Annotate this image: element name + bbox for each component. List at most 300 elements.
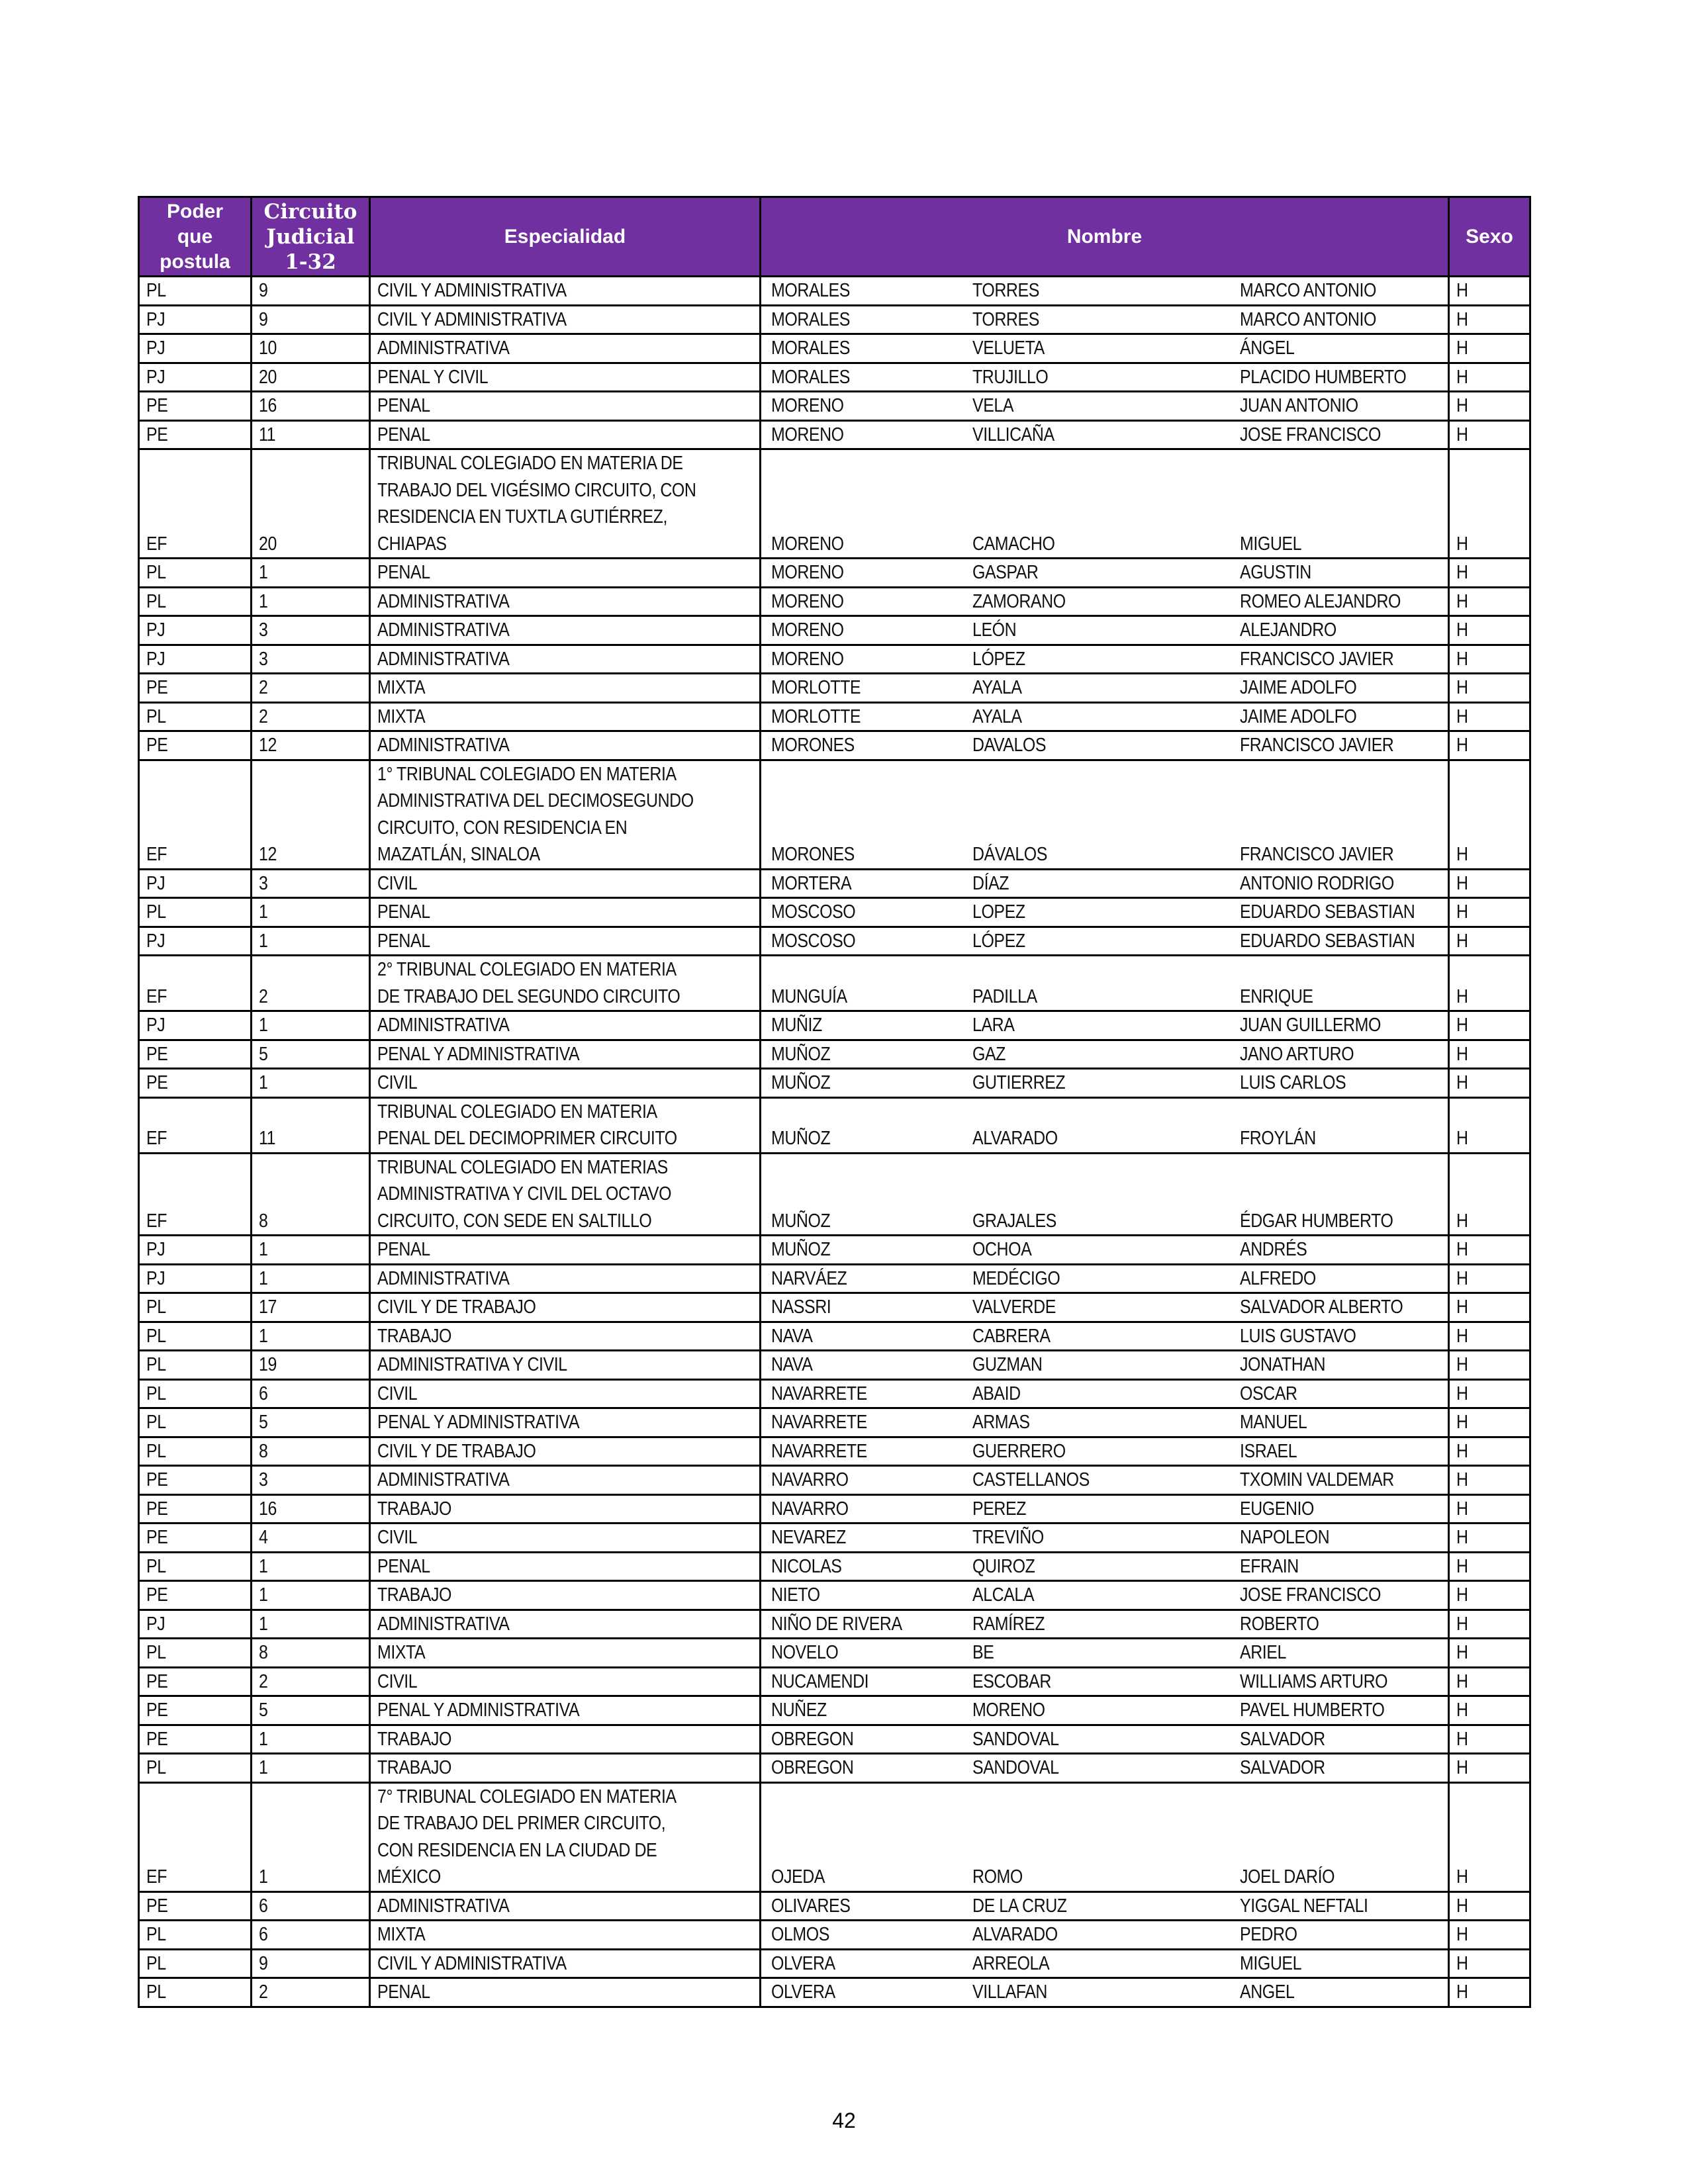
especialidad-line-text: CIVIL Y DE TRABAJO (377, 1297, 536, 1318)
cell-circuito-text: 12 (259, 735, 277, 756)
nombres-text: EUGENIO (1240, 1498, 1315, 1520)
nombres (1240, 364, 1448, 391)
table-row (139, 702, 1530, 731)
cell-poder (139, 449, 252, 559)
cell-poder-text: PL (146, 280, 166, 301)
cell-circuito-text: 1 (259, 1072, 268, 1093)
cell-sexo (1449, 363, 1530, 392)
cell-sexo-text: H (1456, 1354, 1468, 1375)
nombres (1240, 1979, 1448, 2006)
especialidad-line (377, 306, 759, 334)
cell-poder-text: PE (146, 1043, 168, 1065)
segundo-apellido (972, 1611, 1240, 1638)
primer-apellido-text: MORENO (771, 619, 844, 641)
cell-poder (139, 420, 252, 449)
especialidad-line-text: PENAL Y ADMINISTRATIVA (377, 1412, 580, 1433)
primer-apellido (761, 1236, 972, 1263)
segundo-apellido-text: QUIROZ (972, 1555, 1035, 1577)
segundo-apellido-text: GUTIERREZ (972, 1072, 1066, 1093)
especialidad-line-text: CHIAPAS (377, 533, 447, 555)
cell-sexo (1449, 587, 1530, 616)
cell-poder-text: PL (146, 590, 166, 612)
cell-circuito (252, 1552, 370, 1581)
table-row (139, 1040, 1530, 1069)
cell-circuito (252, 1891, 370, 1921)
segundo-apellido (972, 335, 1240, 362)
nombres-text: TXOMIN VALDEMAR (1240, 1469, 1394, 1490)
segundo-apellido (972, 364, 1240, 391)
cell-especialidad (370, 1408, 761, 1437)
nombres-text: ROMEO ALEJANDRO (1240, 590, 1401, 612)
cell-sexo-text: H (1456, 1952, 1468, 1974)
primer-apellido-text: OBREGON (771, 1757, 854, 1778)
cell-sexo (1449, 898, 1530, 927)
cell-circuito-text: 1 (259, 1728, 268, 1750)
cell-poder-text: PL (146, 1757, 166, 1778)
table-row (139, 1494, 1530, 1524)
nombre-parts (761, 1668, 1448, 1696)
cell-especialidad (370, 645, 761, 674)
cell-sexo (1449, 1696, 1530, 1725)
cell-nombre (761, 1949, 1449, 1978)
primer-apellido-text: NAVARRETE (771, 1412, 867, 1433)
cell-nombre (761, 1524, 1449, 1553)
especialidad-line (377, 1784, 759, 1811)
segundo-apellido-text: RAMÍREZ (972, 1613, 1045, 1635)
especialidad-line-text: ADMINISTRATIVA (377, 338, 510, 359)
cell-sexo-text: H (1456, 619, 1468, 641)
especialidad-line-text: ADMINISTRATIVA Y CIVIL DEL OCTAVO (377, 1183, 672, 1205)
cell-sexo-text: H (1456, 1210, 1468, 1232)
cell-sexo-text: H (1456, 562, 1468, 583)
primer-apellido-text: NICOLAS (771, 1555, 842, 1577)
segundo-apellido-text: TRUJILLO (972, 366, 1049, 388)
cell-nombre (761, 1264, 1449, 1293)
cell-especialidad (370, 898, 761, 927)
cell-sexo (1449, 1437, 1530, 1466)
cell-sexo (1449, 1639, 1530, 1668)
nombres-text: ROBERTO (1240, 1613, 1319, 1635)
table-row (139, 1236, 1530, 1265)
table-row (139, 645, 1530, 674)
nombre-parts (761, 1467, 1448, 1494)
table-row (139, 1069, 1530, 1098)
nombres (1240, 1236, 1448, 1263)
cell-especialidad (370, 702, 761, 731)
segundo-apellido (972, 392, 1240, 420)
table-row (139, 674, 1530, 703)
cell-poder-text: PL (146, 1354, 166, 1375)
cell-circuito (252, 1466, 370, 1495)
cell-sexo (1449, 1725, 1530, 1754)
nombres-text: PAVEL HUMBERTO (1240, 1700, 1385, 1721)
nombres-text: EFRAIN (1240, 1555, 1299, 1577)
primer-apellido (761, 1012, 972, 1039)
nombre-parts (761, 1611, 1448, 1638)
especialidad-line-text: ADMINISTRATIVA (377, 1469, 510, 1490)
nombres-text: LUIS GUSTAVO (1240, 1325, 1356, 1347)
cell-sexo-text: H (1456, 1584, 1468, 1606)
especialidad-line (377, 704, 759, 731)
segundo-apellido-text: GRAJALES (972, 1210, 1056, 1232)
especialidad-line-text: PENAL (377, 424, 430, 445)
primer-apellido-text: MORALES (771, 280, 850, 301)
nombres-text: ALEJANDRO (1240, 619, 1336, 641)
primer-apellido (761, 1265, 972, 1293)
nombres-text: EDUARDO SEBASTIAN (1240, 930, 1415, 952)
cell-especialidad (370, 1949, 761, 1978)
especialidad-line-text: CON RESIDENCIA EN LA CIUDAD DE (377, 1839, 657, 1861)
cell-sexo-text: H (1456, 677, 1468, 698)
especialidad-line (377, 531, 759, 558)
cell-poder-text: PL (146, 1325, 166, 1347)
cell-poder (139, 1782, 252, 1891)
cell-sexo (1449, 305, 1530, 334)
table-row (139, 1754, 1530, 1783)
nombre-parts (761, 1639, 1448, 1666)
primer-apellido-text: OLVERA (771, 1981, 835, 2003)
segundo-apellido-text: BE (972, 1642, 994, 1663)
cell-especialidad (370, 956, 761, 1011)
especialidad-line-text: TRIBUNAL COLEGIADO EN MATERIAS (377, 1156, 668, 1178)
cell-nombre (761, 1581, 1449, 1610)
cell-poder (139, 1891, 252, 1921)
cell-circuito-text: 1 (259, 1757, 268, 1778)
nombres-text: ANGEL (1240, 1981, 1295, 2003)
cell-sexo-text: H (1456, 366, 1468, 388)
header-circuito-line: 1-32 (285, 250, 336, 274)
segundo-apellido-text: VILLICAÑA (972, 424, 1055, 445)
cell-especialidad (370, 731, 761, 760)
nombres-text: JUAN ANTONIO (1240, 395, 1358, 416)
cell-circuito-text: 1 (259, 1015, 268, 1036)
cell-circuito (252, 1610, 370, 1639)
segundo-apellido-text: ALCALA (972, 1584, 1035, 1606)
primer-apellido (761, 559, 972, 586)
nombres-text: SALVADOR (1240, 1728, 1325, 1750)
cell-circuito (252, 1921, 370, 1950)
cell-circuito (252, 559, 370, 588)
primer-apellido (761, 617, 972, 644)
especialidad-line (377, 422, 759, 449)
nombres (1240, 1668, 1448, 1696)
cell-especialidad (370, 760, 761, 869)
cell-circuito (252, 1322, 370, 1351)
table-row (139, 1293, 1530, 1322)
nombres (1240, 1893, 1448, 1920)
especialidad-line-text: DE TRABAJO DEL SEGUNDO CIRCUITO (377, 985, 680, 1007)
cell-poder-text: PJ (146, 1239, 165, 1260)
cell-sexo-text: H (1456, 1043, 1468, 1065)
especialidad-line-text: PENAL Y ADMINISTRATIVA (377, 1700, 580, 1721)
primer-apellido (761, 1582, 972, 1609)
nombre-parts (761, 392, 1448, 420)
especialidad-line (377, 1810, 759, 1837)
primer-apellido (761, 1351, 972, 1379)
cell-sexo (1449, 277, 1530, 306)
segundo-apellido-text: GASPAR (972, 562, 1039, 583)
especialidad-line-text: MIXTA (377, 1642, 426, 1663)
cell-nombre (761, 1754, 1449, 1783)
cell-sexo (1449, 674, 1530, 703)
cell-circuito (252, 1097, 370, 1153)
nombres-text: MIGUEL (1240, 1952, 1302, 1974)
cell-sexo (1449, 559, 1530, 588)
segundo-apellido-text: MEDÉCIGO (972, 1267, 1060, 1289)
cell-especialidad (370, 1040, 761, 1069)
nombres-text: OSCAR (1240, 1383, 1297, 1404)
cell-poder-text: PE (146, 1072, 168, 1093)
table-row (139, 1610, 1530, 1639)
cell-sexo (1449, 1293, 1530, 1322)
segundo-apellido (972, 841, 1240, 868)
page-number: 42 (832, 2109, 856, 2132)
especialidad-line (377, 1467, 759, 1494)
especialidad-line-text: TRABAJO (377, 1498, 452, 1520)
nombres-text: JOSE FRANCISCO (1240, 1584, 1381, 1606)
primer-apellido-text: OBREGON (771, 1728, 854, 1750)
cell-poder (139, 392, 252, 421)
especialidad-line-text: ADMINISTRATIVA (377, 735, 510, 756)
primer-apellido-text: MORENO (771, 562, 844, 583)
primer-apellido-text: MUÑOZ (771, 1210, 831, 1232)
nombre-parts (761, 1381, 1448, 1408)
cell-circuito (252, 1408, 370, 1437)
cell-poder (139, 1351, 252, 1380)
cell-poder-text: PE (146, 1700, 168, 1721)
cell-nombre (761, 1097, 1449, 1153)
nombres (1240, 841, 1448, 868)
nombre-parts (761, 732, 1448, 759)
segundo-apellido-text: MORENO (972, 1700, 1045, 1721)
primer-apellido (761, 1294, 972, 1321)
table-row (139, 1264, 1530, 1293)
cell-sexo-text: H (1456, 1700, 1468, 1721)
segundo-apellido-text: LOPEZ (972, 901, 1025, 923)
segundo-apellido (972, 1553, 1240, 1580)
primer-apellido (761, 422, 972, 449)
especialidad-line-text: MIXTA (377, 705, 426, 727)
cell-circuito (252, 1153, 370, 1236)
cell-circuito (252, 1264, 370, 1293)
segundo-apellido (972, 1467, 1240, 1494)
nombres (1240, 306, 1448, 334)
cell-poder-text: PE (146, 424, 168, 445)
nombres-text: FRANCISCO JAVIER (1240, 648, 1394, 670)
primer-apellido (761, 1726, 972, 1753)
cell-sexo (1449, 392, 1530, 421)
nombres (1240, 1496, 1448, 1523)
especialidad-line (377, 1154, 759, 1181)
cell-especialidad (370, 1379, 761, 1408)
cell-poder (139, 1696, 252, 1725)
primer-apellido (761, 1323, 972, 1350)
cell-circuito (252, 1293, 370, 1322)
nombre-parts (761, 674, 1448, 702)
cell-especialidad (370, 1466, 761, 1495)
cell-poder (139, 1639, 252, 1668)
segundo-apellido (972, 1921, 1240, 1948)
segundo-apellido (972, 1381, 1240, 1408)
cell-nombre (761, 559, 1449, 588)
cell-sexo-text: H (1456, 1757, 1468, 1778)
especialidad-line (377, 588, 759, 615)
cell-nombre (761, 449, 1449, 559)
segundo-apellido-text: DE LA CRUZ (972, 1895, 1067, 1917)
table-row (139, 1466, 1530, 1495)
especialidad-line-text: 7° TRIBUNAL COLEGIADO EN MATERIA (377, 1786, 677, 1807)
table-row (139, 1581, 1530, 1610)
nombre-parts (761, 1323, 1448, 1350)
cell-circuito (252, 927, 370, 956)
cell-sexo (1449, 420, 1530, 449)
especialidad-line (377, 928, 759, 955)
cell-circuito-text: 1 (259, 1613, 268, 1635)
segundo-apellido-text: TREVIÑO (972, 1527, 1044, 1548)
especialidad-line (377, 1496, 759, 1523)
segundo-apellido-text: ARREOLA (972, 1952, 1050, 1974)
segundo-apellido (972, 1950, 1240, 1978)
cell-poder-text: PL (146, 562, 166, 583)
nombres-text: JAIME ADOLFO (1240, 677, 1357, 698)
primer-apellido-text: MOSCOSO (771, 930, 856, 952)
table-row (139, 760, 1530, 869)
header-circuito-line: Judicial (266, 224, 355, 249)
especialidad-line (377, 1125, 759, 1152)
segundo-apellido-text: PADILLA (972, 985, 1037, 1007)
cell-poder-text: PL (146, 1981, 166, 2003)
primer-apellido (761, 1438, 972, 1465)
cell-circuito-text: 1 (259, 1866, 268, 1888)
cell-sexo-text: H (1456, 705, 1468, 727)
cell-circuito-text: 8 (259, 1440, 268, 1462)
cell-circuito-text: 1 (259, 1267, 268, 1289)
especialidad-line (377, 1012, 759, 1039)
nombre-parts (761, 870, 1448, 897)
table-row (139, 559, 1530, 588)
cell-circuito (252, 760, 370, 869)
table-row (139, 1667, 1530, 1696)
nombre-parts (761, 1236, 1448, 1263)
cell-circuito-text: 3 (259, 1469, 268, 1490)
cell-sexo-text: H (1456, 985, 1468, 1007)
nombres-text: NAPOLEON (1240, 1527, 1330, 1548)
cell-poder (139, 1949, 252, 1978)
candidates-table (138, 196, 1531, 2008)
nombre-parts (761, 1524, 1448, 1551)
cell-poder-text: PL (146, 901, 166, 923)
cell-especialidad (370, 559, 761, 588)
cell-circuito-text: 3 (259, 872, 268, 894)
cell-sexo (1449, 956, 1530, 1011)
cell-sexo (1449, 1236, 1530, 1265)
nombres-text: JONATHAN (1240, 1354, 1326, 1375)
nombres (1240, 588, 1448, 615)
cell-poder-text: PE (146, 1584, 168, 1606)
nombre-parts (761, 1921, 1448, 1948)
especialidad-line (377, 732, 759, 759)
cell-poder (139, 587, 252, 616)
nombres (1240, 559, 1448, 586)
cell-circuito-text: 2 (259, 985, 268, 1007)
primer-apellido (761, 306, 972, 334)
cell-circuito-text: 1 (259, 1555, 268, 1577)
header-poder-line: postula (160, 250, 230, 273)
cell-circuito-text: 5 (259, 1043, 268, 1065)
cell-circuito (252, 1667, 370, 1696)
especialidad-line-text: PENAL (377, 395, 430, 416)
nombres-text: FRANCISCO JAVIER (1240, 735, 1394, 756)
segundo-apellido (972, 1294, 1240, 1321)
cell-circuito (252, 392, 370, 421)
especialidad-line-text: CIVIL (377, 1527, 418, 1548)
primer-apellido-text: NAVARRO (771, 1498, 849, 1520)
cell-nombre (761, 1408, 1449, 1437)
cell-nombre (761, 645, 1449, 674)
primer-apellido-text: MORTERA (771, 872, 852, 894)
especialidad-line-text: TRIBUNAL COLEGIADO EN MATERIA (377, 1101, 657, 1122)
nombres-text: ARIEL (1240, 1642, 1286, 1663)
cell-especialidad (370, 1322, 761, 1351)
cell-poder-text: PE (146, 1895, 168, 1917)
cell-nombre (761, 1921, 1449, 1950)
segundo-apellido-text: AYALA (972, 705, 1022, 727)
primer-apellido (761, 531, 972, 558)
cell-circuito-text: 6 (259, 1383, 268, 1404)
cell-poder-text: PJ (146, 648, 165, 670)
cell-sexo-text: H (1456, 533, 1468, 555)
primer-apellido-text: NIÑO DE RIVERA (771, 1613, 902, 1635)
nombre-parts (761, 617, 1448, 644)
cell-circuito (252, 898, 370, 927)
cell-especialidad (370, 305, 761, 334)
cell-sexo-text: H (1456, 1981, 1468, 2003)
nombre-parts (761, 364, 1448, 391)
segundo-apellido-text: GUZMAN (972, 1354, 1043, 1375)
primer-apellido (761, 1697, 972, 1724)
cell-poder (139, 1494, 252, 1524)
primer-apellido-text: MORONES (771, 844, 855, 865)
primer-apellido (761, 1524, 972, 1551)
cell-poder (139, 1322, 252, 1351)
especialidad-line (377, 956, 759, 983)
cell-nombre (761, 1236, 1449, 1265)
nombres (1240, 1921, 1448, 1948)
especialidad-line-text: MÉXICO (377, 1866, 441, 1888)
cell-especialidad (370, 363, 761, 392)
table-row (139, 1782, 1530, 1891)
table-row (139, 1153, 1530, 1236)
cell-circuito-text: 1 (259, 1239, 268, 1260)
segundo-apellido (972, 1697, 1240, 1724)
cell-circuito-text: 1 (259, 562, 268, 583)
segundo-apellido-text: CASTELLANOS (972, 1469, 1090, 1490)
primer-apellido (761, 1754, 972, 1782)
especialidad-line-text: PENAL (377, 1981, 430, 2003)
segundo-apellido (972, 1726, 1240, 1753)
cell-poder-text: PL (146, 1440, 166, 1462)
cell-sexo (1449, 1524, 1530, 1553)
especialidad-line (377, 1893, 759, 1920)
cell-nombre (761, 956, 1449, 1011)
cell-circuito-text: 11 (259, 1128, 276, 1149)
header-poder (139, 197, 252, 277)
primer-apellido (761, 1381, 972, 1408)
cell-poder (139, 1921, 252, 1950)
nombres-text: ÉDGAR HUMBERTO (1240, 1210, 1393, 1232)
cell-sexo-text: H (1456, 1267, 1468, 1289)
segundo-apellido-text: ALVARADO (972, 1924, 1058, 1945)
